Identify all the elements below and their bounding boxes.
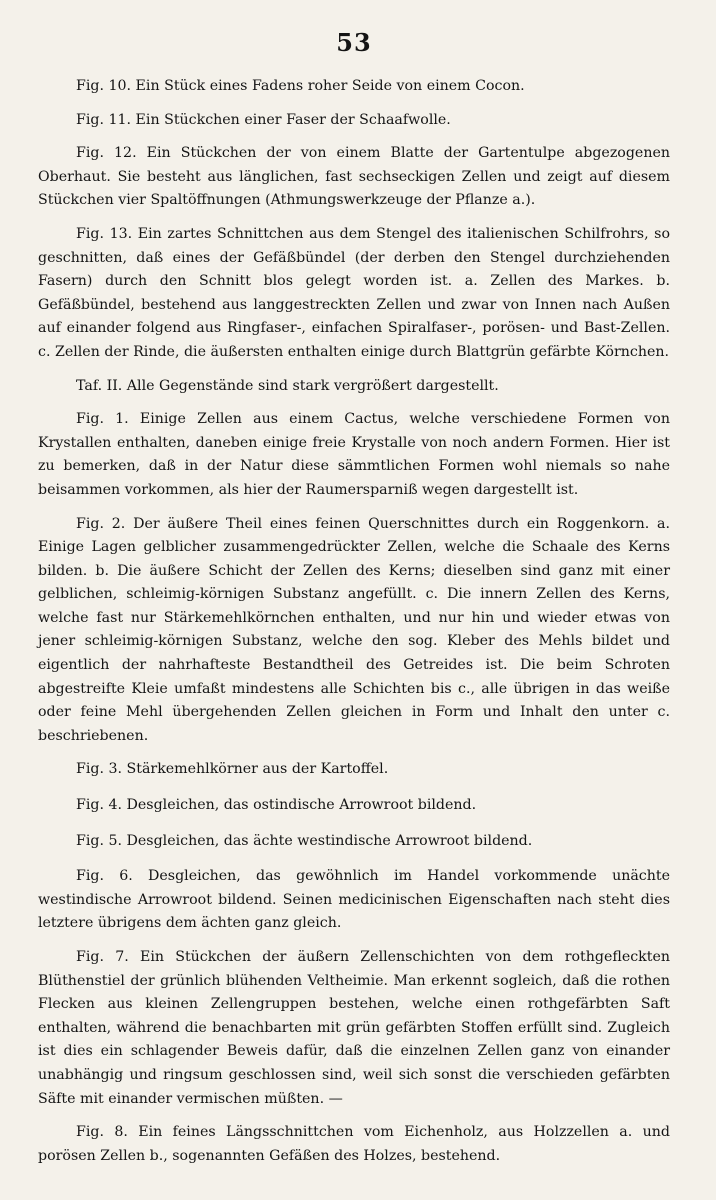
- paragraph-fig-6: Fig. 6. Desgleichen, das gewöhnlich im Handel vorkommende unächte westindische Arrowroot bildend. Seinen medicinischen Eigenschaften nach steht dies letztere übrigens dem ächten ganz gleich.: [38, 868, 670, 932]
- paragraph-fig-8: Fig. 8. Ein feines Längsschnittchen vom Eichenholz, aus Holzzellen a. und porösen Zellen b., sogenannten Gefäßen des Holzes, bestehend.: [38, 1124, 670, 1164]
- paragraph-fig-12: Fig. 12. Ein Stückchen der von einem Blatte der Gartentulpe abgezogenen Oberhaut. Sie besteht aus länglichen, fast sechseckigen Zellen und zeigt auf diesem Stückchen vier Spaltöffnungen (Athmungswerkzeuge der Pflanze a.).: [38, 145, 670, 209]
- paragraph-fig-2: Fig. 2. Der äußere Theil eines feinen Querschnittes durch ein Roggenkorn. a. Einige Lagen gelblicher zusammengedrückter Zellen, welche die Schaale des Kerns bilden. b. Die äußere Schicht der Zellen des Kerns; dieselben sind ganz mit einer gelblichen, schleimig-körnigen Substanz angefüllt. c. Die innern Zellen des Kerns, welche fast nur Stärkemehlkörnchen enthalten, und nur hin und wieder etwas von jener schleimig-körnigen Substanz, welche den sog. Kleber des Mehls bildet und eigentlich der nahrhafteste Bestandtheil des Getreides ist. Die beim Schroten abgestreifte Kleie umfaßt mindestens alle Schichten bis c., alle übrigen in das weiße oder feine Mehl übergehenden Zellen gleichen in Form und Inhalt den unter c. beschriebenen.: [38, 515, 670, 744]
- paragraph-fig-11: Fig. 11. Ein Stückchen einer Faser der Schaafwolle.: [76, 111, 451, 128]
- paragraph-fig-1: Fig. 1. Einige Zellen aus einem Cactus, welche verschiedene Formen von Krystallen enthalten, daneben einige freie Krystalle von noch andern Formen. Hier ist zu bemerken, daß in der Natur diese sämmtlichen Formen wohl niemals so nahe beisammen vorkommen, als hier der Raumersparniß wegen dargestellt ist.: [38, 411, 670, 498]
- paragraph-fig-4: Fig. 4. Desgleichen, das ostindische Arrowroot bildend.: [76, 797, 477, 814]
- paragraph-taf-ii: Taf. II. Alle Gegenstände sind stark vergrößert dargestellt.: [76, 377, 499, 394]
- paragraph-fig-7: Fig. 7. Ein Stückchen der äußern Zellenschichten von dem rothgefleckten Blüthenstiel der grünlich blühenden Veltheimie. Man erkennt sogleich, daß die rothen Flecken aus kleinen Zellengruppen bestehen, welche einen rothgefärbten Saft enthalten, während die benachbarten mit grün gefärbten Stoffen erfüllt sind. Zugleich ist dies ein schlagender Beweis dafür, daß die einzelnen Zellen ganz von einander unabhängig und ringsum geschlossen sind, weil sich sonst die verschieden gefärbten Säfte mit einander vermischen müßten. —: [38, 949, 670, 1107]
- page-number: 53: [336, 28, 372, 57]
- paragraph-fig-5: Fig. 5. Desgleichen, das ächte westindische Arrowroot bildend.: [76, 832, 533, 849]
- paragraph-fig-13: Fig. 13. Ein zartes Schnittchen aus dem Stengel des italienischen Schilfrohrs, so geschnitten, daß eines der Gefäßbündel (der derben den Stengel durchziehenden Fasern) durch den Schnitt blos gelegt worden ist. a. Zellen des Markes. b. Gefäßbündel, bestehend aus langgestreckten Zellen und zwar von Innen nach Außen auf einander folgend aus Ringfaser-, einfachen Spiralfaser-, porösen- und Bast-Zellen. c. Zellen der Rinde, die äußersten enthalten einige durch Blattgrün gefärbte Körnchen.: [38, 225, 670, 360]
- paragraph-fig-3: Fig. 3. Stärkemehlkörner aus der Kartoffel.: [76, 761, 389, 778]
- paragraph-fig-10: Fig. 10. Ein Stück eines Fadens roher Seide von einem Cocon.: [76, 78, 525, 94]
